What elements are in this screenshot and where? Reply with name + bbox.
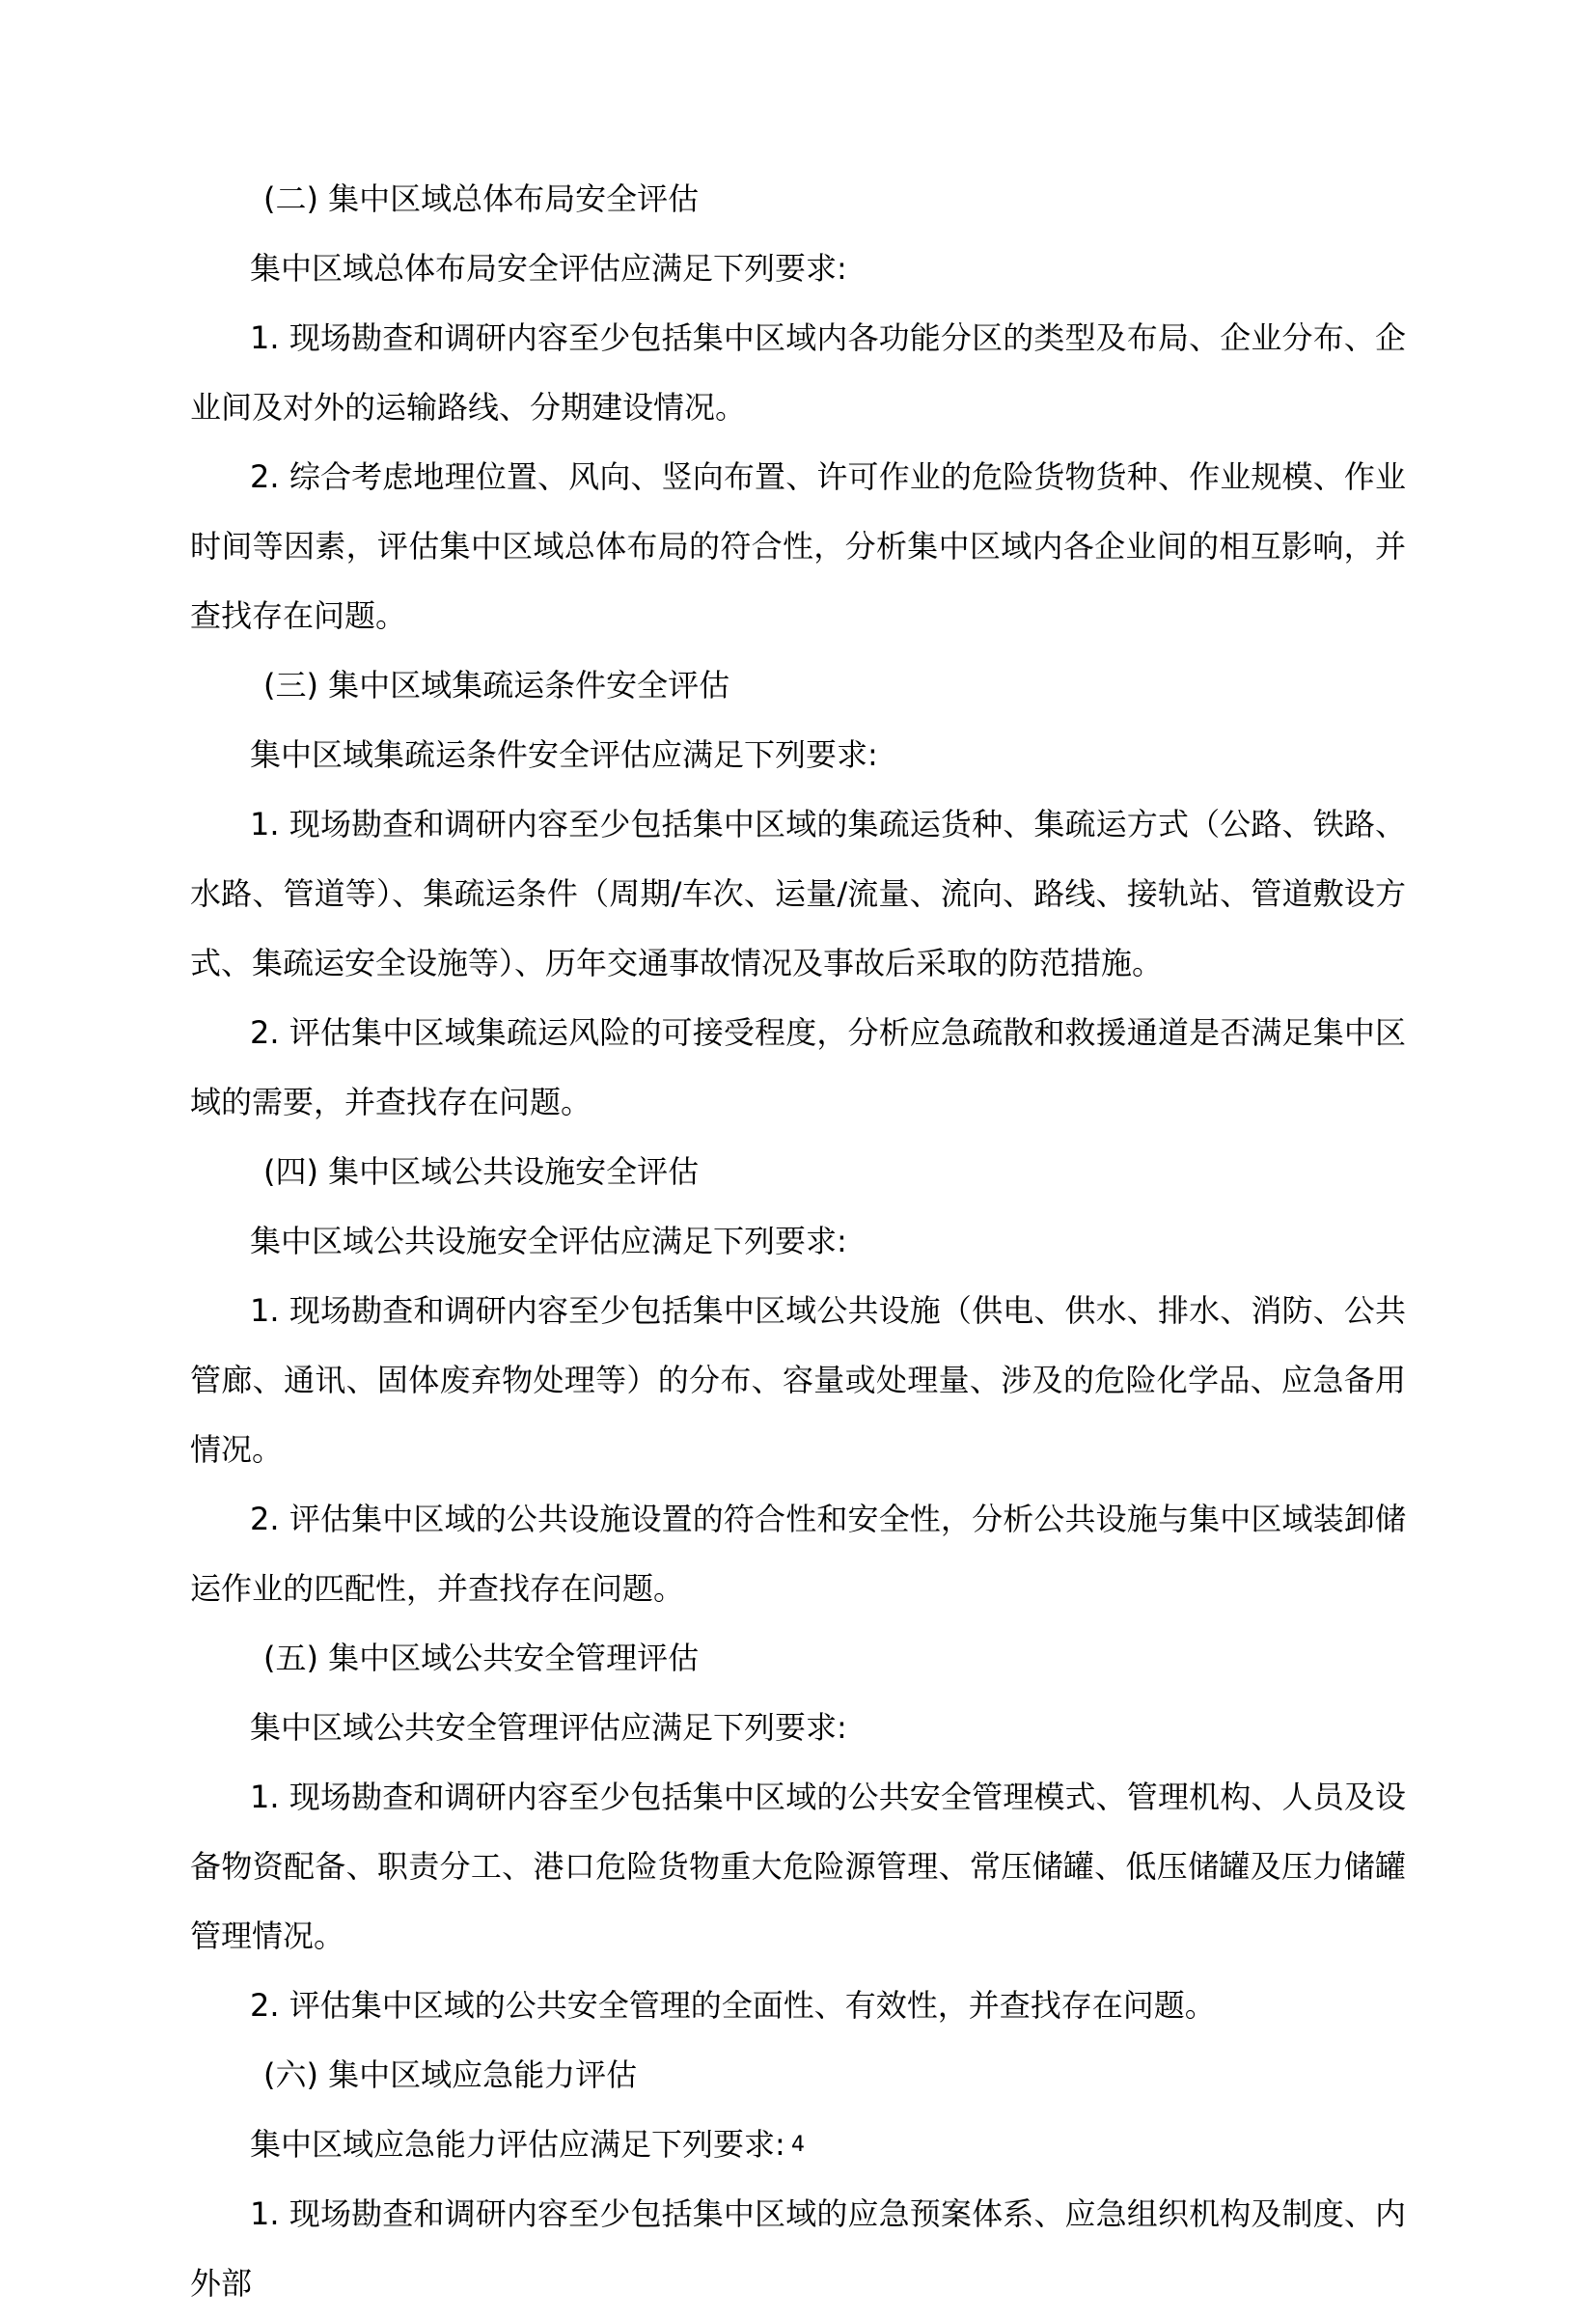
- section-item-3-2: 2. 评估集中区域集疏运风险的可接受程度，分析应急疏散和救援通道是否满足集中区域的需要，并查找存在问题。: [190, 1014, 1406, 1120]
- section-item-5-1: 1. 现场勘查和调研内容至少包括集中区域的公共安全管理模式、管理机构、人员及设备物资配备、职责分工、港口危险货物重大危险源管理、常压储罐、低压储罐及压力储罐管理情况。: [190, 1779, 1406, 1954]
- section-item-4-1: 1. 现场勘查和调研内容至少包括集中区域公共设施（供电、供水、排水、消防、公共管廊、通讯、固体废弃物处理等）的分布、容量或处理量、涉及的危险化学品、应急备用情况。: [190, 1292, 1406, 1468]
- section-item-2-2: 2. 综合考虑地理位置、风向、竖向布置、许可作业的危险货物货种、作业规模、作业时间等因素，评估集中区域总体布局的符合性，分析集中区域内各企业间的相互影响，并查找存在问题。: [190, 458, 1406, 634]
- section-item-2-1: 1. 现场勘查和调研内容至少包括集中区域内各功能分区的类型及布局、企业分布、企业间及对外的运输路线、分期建设情况。: [190, 319, 1406, 426]
- section-item-6-1: 1. 现场勘查和调研内容至少包括集中区域的应急预案体系、应急组织机构及制度、内外部: [190, 2195, 1406, 2302]
- section-item-4-2: 2. 评估集中区域的公共设施设置的符合性和安全性，分析公共设施与集中区域装卸储运作业的匹配性，并查找存在问题。: [190, 1501, 1406, 1607]
- section-intro-3: 集中区域集疏运条件安全评估应满足下列要求:: [250, 736, 878, 773]
- section-intro-4: 集中区域公共设施安全评估应满足下列要求:: [250, 1223, 847, 1259]
- section-heading-2: (二) 集中区域总体布局安全评估: [263, 180, 700, 217]
- section-heading-4: (四) 集中区域公共设施安全评估: [263, 1153, 700, 1190]
- section-intro-5: 集中区域公共安全管理评估应满足下列要求:: [250, 1709, 847, 1746]
- section-heading-6: (六) 集中区域应急能力评估: [263, 2056, 638, 2093]
- document-body: [190, 164, 1406, 2318]
- section-intro-2: 集中区域总体布局安全评估应满足下列要求:: [250, 250, 847, 287]
- page-number: 4: [791, 2133, 805, 2157]
- section-intro-6: 集中区域应急能力评估应满足下列要求:: [250, 2126, 785, 2163]
- section-heading-5: (五) 集中区域公共安全管理评估: [263, 1640, 700, 1676]
- section-item-3-1: 1. 现场勘查和调研内容至少包括集中区域的集疏运货种、集疏运方式（公路、铁路、水路、管道等）、集疏运条件（周期/车次、运量/流量、流向、路线、接轨站、管道敷设方式、集疏运安全设施等）、历年交通事故情况及事故后采取的防范措施。: [190, 806, 1406, 981]
- section-heading-3: (三) 集中区域集疏运条件安全评估: [263, 667, 730, 704]
- section-item-5-2: 2. 评估集中区域的公共安全管理的全面性、有效性，并查找存在问题。: [250, 1987, 1216, 2024]
